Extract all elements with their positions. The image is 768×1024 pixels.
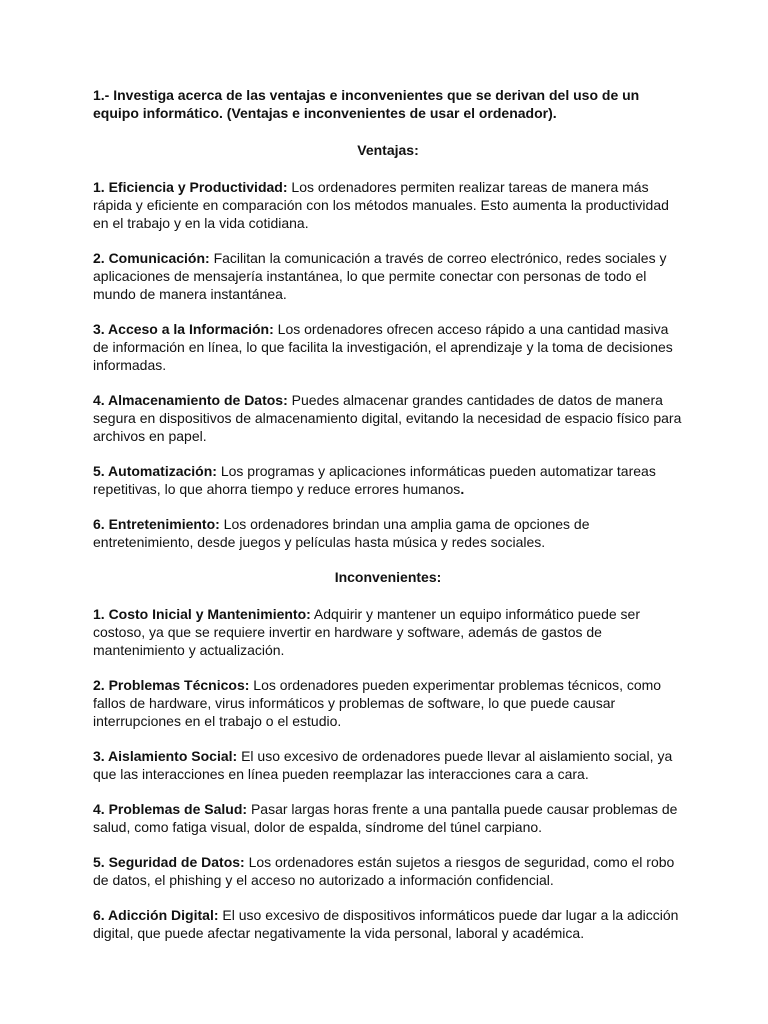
- disadvantage-text: Pasar largas horas frente a una pantalla puede causar problemas de salud, como fatiga visual, dolor de espalda, síndrome del túnel carpiano.: [93, 801, 678, 835]
- advantage-label: 5. Automatización:: [93, 463, 217, 479]
- disadvantage-text: Adquirir y mantener un equipo informático puede ser costoso, ya que se requiere invertir en hardware y software, además de gastos de mantenimiento y actualización.: [93, 606, 641, 658]
- advantage-item: [93, 462, 683, 498]
- disadvantage-text: Los ordenadores están sujetos a riesgos de seguridad, como el robo de datos, el phishing y el acceso no autorizado a información confidencial.: [93, 854, 675, 888]
- disadvantage-item: [93, 747, 683, 783]
- disadvantage-item: [93, 906, 683, 942]
- disadvantage-item: [93, 853, 683, 889]
- advantage-item: [93, 178, 683, 232]
- disadvantages-heading: Inconvenientes:: [334, 569, 442, 585]
- advantage-text: Los programas y aplicaciones informáticas pueden automatizar tareas repetitivas, lo que ahorra tiempo y reduce errores humanos: [93, 463, 656, 497]
- disadvantage-label: 3. Aislamiento Social:: [93, 748, 238, 764]
- disadvantage-text: Los ordenadores pueden experimentar problemas técnicos, como fallos de hardware, virus informáticos y problemas de software, lo que puede causar interrupciones en el trabajo o el estudio.: [93, 677, 662, 729]
- disadvantage-label: 2. Problemas Técnicos:: [93, 677, 250, 693]
- advantage-text: Los ordenadores brindan una amplia gama de opciones de entretenimiento, desde juegos y películas hasta música y redes sociales.: [93, 516, 590, 550]
- advantage-text: Los ordenadores ofrecen acceso rápido a una cantidad masiva de información en línea, lo que facilita la investigación, el aprendizaje y la toma de decisiones informadas.: [93, 321, 673, 373]
- disadvantage-item: [93, 605, 683, 659]
- disadvantage-label: 1. Costo Inicial y Mantenimiento:: [93, 606, 311, 622]
- advantage-text: Puedes almacenar grandes cantidades de datos de manera segura en dispositivos de almacenamiento digital, evitando la necesidad de espacio físico para archivos en papel.: [93, 392, 682, 444]
- document-page: [93, 86, 683, 959]
- disadvantage-item: [93, 676, 683, 730]
- advantage-text: Facilitan la comunicación a través de correo electrónico, redes sociales y aplicaciones de mensajería instantánea, lo que permite conectar con personas de todo el mundo de manera instantánea.: [93, 250, 667, 302]
- disadvantage-label: 6. Adicción Digital:: [93, 907, 219, 923]
- advantage-item: [93, 391, 683, 445]
- disadvantage-item: [93, 800, 683, 836]
- advantages-heading: Ventajas:: [357, 142, 419, 158]
- disadvantage-text: El uso excesivo de dispositivos informáticos puede dar lugar a la adicción digital, que puede afectar negativamente la vida personal, laboral y académica.: [93, 907, 679, 941]
- advantage-label: 4. Almacenamiento de Datos:: [93, 392, 288, 408]
- question-title: 1.- Investiga acerca de las ventajas e inconvenientes que se derivan del uso de un equipo informático. (Ventajas e inconvenientes de usar el ordenador).: [93, 87, 640, 121]
- advantage-item: [93, 320, 683, 374]
- advantage-item: [93, 249, 683, 303]
- advantage-label: 6. Entretenimiento:: [93, 516, 220, 532]
- disadvantage-text: El uso excesivo de ordenadores puede llevar al aislamiento social, ya que las interacciones en línea pueden reemplazar las interacciones cara a cara.: [93, 748, 673, 782]
- advantage-label: 1. Eficiencia y Productividad:: [93, 179, 288, 195]
- advantage-label: 2. Comunicación:: [93, 250, 210, 266]
- advantage-item: [93, 515, 683, 551]
- disadvantage-label: 4. Problemas de Salud:: [93, 801, 248, 817]
- advantage-label: 3. Acceso a la Información:: [93, 321, 274, 337]
- disadvantage-label: 5. Seguridad de Datos:: [93, 854, 245, 870]
- advantage-tail: .: [460, 481, 465, 497]
- advantage-text: Los ordenadores permiten realizar tareas de manera más rápida y eficiente en comparación con los métodos manuales. Esto aumenta la productividad en el trabajo y en la vida cotidiana.: [93, 179, 669, 231]
